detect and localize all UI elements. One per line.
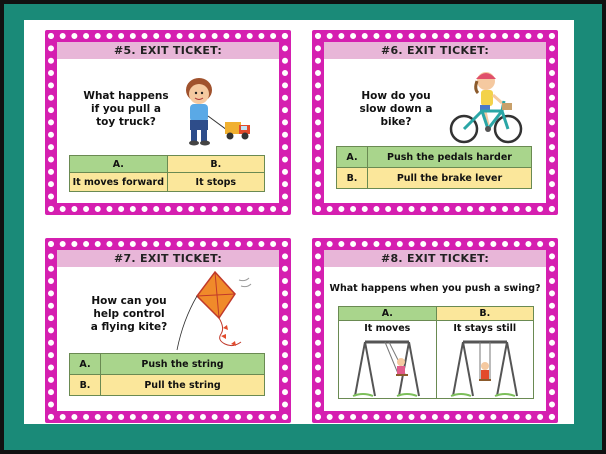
answer-a-label: A.	[70, 354, 101, 375]
answer-b-label: B.	[70, 375, 101, 396]
answer-b-label: B.	[337, 168, 368, 189]
question-text: What happens when you push a swing?	[329, 283, 541, 294]
answer-a-option[interactable]: It moves	[339, 321, 437, 336]
boy-pulling-truck-icon	[175, 74, 255, 152]
question-text: What happens if you pull a toy truck?	[83, 90, 169, 128]
answer-table	[338, 306, 534, 399]
answer-b-option[interactable]: It stays still	[436, 321, 533, 336]
answer-b-option[interactable]: Pull the brake lever	[368, 168, 532, 189]
answer-table	[336, 146, 532, 189]
swing-still-icon	[447, 338, 523, 398]
question-text: How can you help control a flying kite?	[90, 295, 168, 333]
card-body	[57, 42, 279, 203]
swing-still-cell	[436, 336, 533, 399]
answer-table	[69, 353, 265, 396]
card-body	[57, 250, 279, 411]
card-body	[324, 42, 546, 203]
swing-moving-cell	[339, 336, 437, 399]
answer-table	[69, 155, 265, 192]
answer-a-label: A.	[339, 307, 437, 321]
card-title: #6. EXIT TICKET:	[324, 42, 546, 59]
answer-a-option[interactable]: It moves forward	[70, 173, 168, 192]
girl-on-bike-icon	[446, 67, 524, 147]
answer-b-label: B.	[436, 307, 533, 321]
exit-ticket-card-6	[312, 30, 558, 215]
question-text: How do you slow down a bike?	[359, 90, 433, 128]
answer-a-label: A.	[70, 156, 168, 173]
exit-ticket-card-7	[45, 238, 291, 423]
exit-ticket-card-5	[45, 30, 291, 215]
answer-b-option[interactable]: It stops	[167, 173, 264, 192]
swing-moving-icon	[349, 338, 425, 398]
kite-icon	[173, 270, 259, 352]
card-title: #8. EXIT TICKET:	[324, 250, 546, 267]
answer-b-label: B.	[167, 156, 264, 173]
answer-a-option[interactable]: Push the string	[101, 354, 265, 375]
answer-a-label: A.	[337, 147, 368, 168]
card-body	[324, 250, 546, 411]
answer-b-option[interactable]: Pull the string	[101, 375, 265, 396]
card-title: #5. EXIT TICKET:	[57, 42, 279, 59]
answer-a-option[interactable]: Push the pedals harder	[368, 147, 532, 168]
card-title: #7. EXIT TICKET:	[57, 250, 279, 267]
exit-ticket-card-8	[312, 238, 558, 423]
